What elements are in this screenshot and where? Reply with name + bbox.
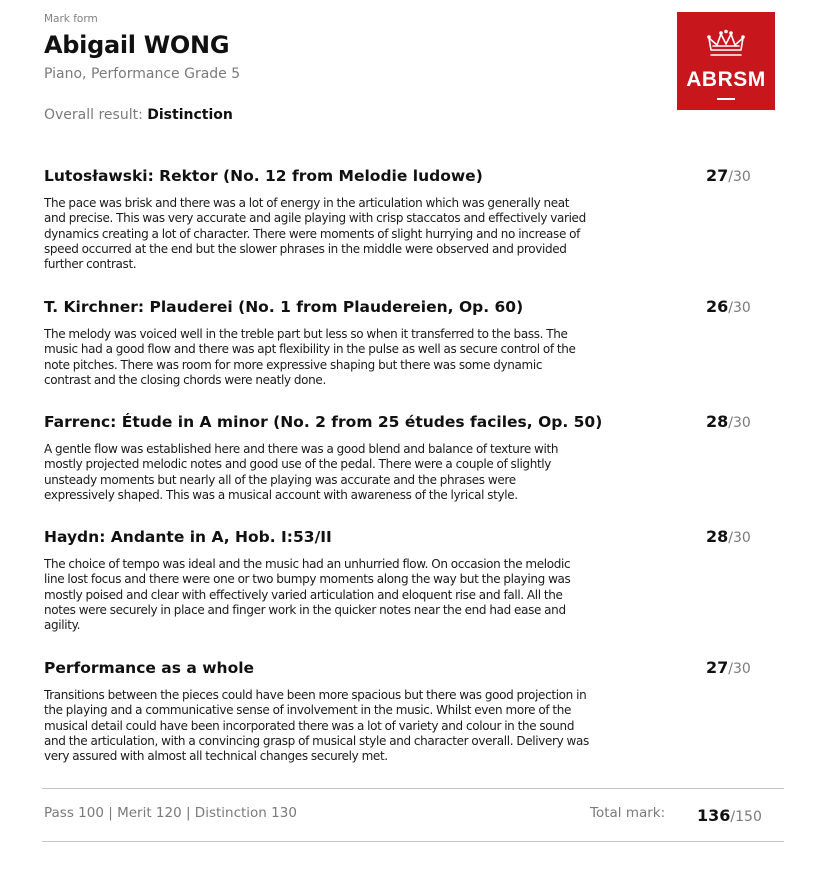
piece-mark	[706, 412, 751, 431]
document-label: Mark form	[44, 13, 98, 25]
logo-text: ABRSM	[686, 68, 766, 91]
mark-max: /30	[728, 530, 751, 546]
piece-section	[44, 527, 754, 633]
total-mark-label: Total mark:	[590, 805, 666, 821]
piece-section	[44, 166, 754, 272]
examiner-comment: The melody was voiced well in the treble part but less so when it transferred to the bass. The music had a good flow and there was apt flexibility in the pulse as well as secure control of the note pitches. There was room for more expressive shaping but there was some dynamic contrast and the closing chords were neatly done.	[44, 327, 576, 387]
piece-mark	[706, 166, 751, 185]
crown-icon	[677, 12, 775, 110]
piece-mark	[706, 527, 751, 546]
overall-result	[44, 107, 233, 123]
mark-max: /30	[728, 169, 751, 185]
exam-subtitle: Piano, Performance Grade 5	[44, 66, 241, 82]
mark-max: /30	[728, 300, 751, 316]
footer-divider-top	[42, 788, 784, 789]
candidate-name: Abigail WONG	[44, 31, 230, 59]
mark-value: 28	[706, 412, 729, 431]
overall-result-label: Overall result:	[44, 107, 143, 123]
mark-value: 27	[706, 658, 729, 677]
piece-title: Lutosławski: Rektor (No. 12 from Melodie ludowe)	[44, 167, 483, 185]
grade-thresholds: Pass 100 | Merit 120 | Distinction 130	[44, 805, 297, 821]
piece-title: Farrenc: Étude in A minor (No. 2 from 25 études faciles, Op. 50)	[44, 413, 603, 431]
piece-mark	[706, 297, 751, 316]
examiner-comment: The pace was brisk and there was a lot of energy in the articulation which was generally neat and precise. This was very accurate and agile playing with crisp staccatos and effectively varied dynamics creating a lot of character. There were moments of slight hurrying and no increase of speed occurred at the end but the slower phrases in the middle were observed and provided further contrast.	[44, 196, 586, 272]
mark-max: /30	[728, 661, 751, 677]
footer-divider-bottom	[42, 841, 784, 842]
piece-title: Haydn: Andante in A, Hob. I:53/II	[44, 528, 332, 546]
piece-section	[44, 297, 754, 388]
total-mark-value: 136	[697, 806, 731, 825]
piece-section	[44, 658, 754, 764]
examiner-comment: Transitions between the pieces could have been more spacious but there was good projection in the playing and a communicative sense of involvement in the music. Whilst even more of the musical detail could have been incorporated there was a lot of variety and colour in the sound and the articulation, with a convincing grasp of musical style and character overall. Delivery was very assured with almost all technical changes securely met.	[44, 688, 589, 764]
mark-max: /30	[728, 415, 751, 431]
mark-value: 28	[706, 527, 729, 546]
piece-title: T. Kirchner: Plauderei (No. 1 from Plaudereien, Op. 60)	[44, 298, 524, 316]
abrsm-logo	[677, 12, 775, 110]
piece-mark	[706, 658, 751, 677]
examiner-comment: The choice of tempo was ideal and the music had an unhurried flow. On occasion the melodic line lost focus and there were one or two bumpy moments along the way but the playing was mostly poised and clear with effectively varied articulation and eloquent rise and fall. All the notes were securely in place and finger work in the quicker notes near the end had ease and agility.	[44, 557, 571, 633]
total-mark	[697, 806, 762, 825]
piece-section	[44, 412, 754, 503]
overall-result-value: Distinction	[147, 107, 233, 123]
logo-underline	[717, 98, 735, 100]
total-mark-max: /150	[730, 809, 762, 825]
piece-title: Performance as a whole	[44, 659, 255, 677]
mark-value: 27	[706, 166, 729, 185]
mark-value: 26	[706, 297, 729, 316]
examiner-comment: A gentle flow was established here and there was a good blend and balance of texture with mostly projected melodic notes and good use of the pedal. There were a couple of slightly unsteady moments but nearly all of the playing was accurate and the phrases were expressively shaped. This was a musical account with awareness of the lyrical style.	[44, 442, 559, 502]
